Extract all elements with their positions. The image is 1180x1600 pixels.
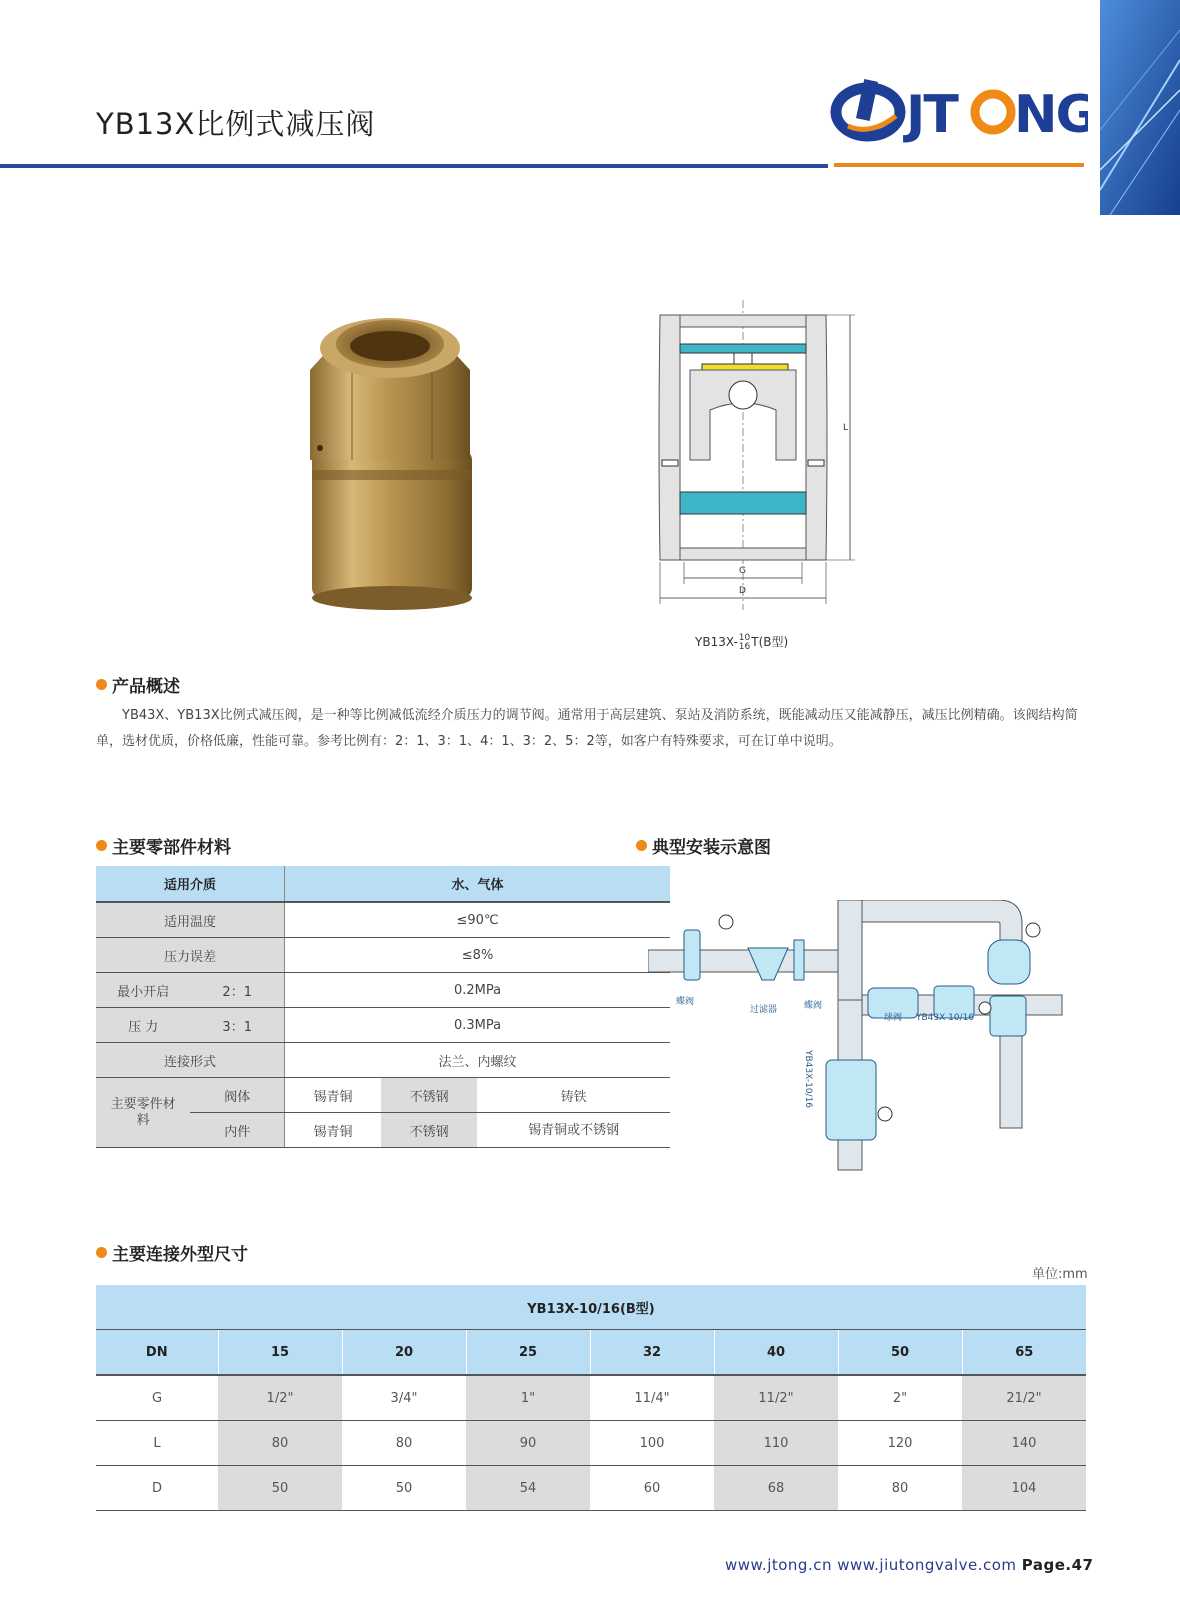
caption-top: 10 xyxy=(738,632,751,643)
table-row xyxy=(96,1043,670,1078)
install-heading-text: 典型安装示意图 xyxy=(652,838,771,858)
overview-heading xyxy=(96,672,180,697)
table-row xyxy=(96,866,670,902)
label-butterfly-valve-2: 蝶阀 xyxy=(804,1001,823,1011)
unit-label: 单位:mm xyxy=(1032,1267,1088,1282)
footer-urls[interactable]: www.jtong.cn www.jiutongvalve.com xyxy=(725,1556,1017,1574)
table-row xyxy=(96,1008,670,1043)
install-heading xyxy=(636,833,771,858)
medium-value: 水、气体 xyxy=(285,866,670,902)
temp-value: ≤90℃ xyxy=(285,902,670,938)
table-cell: 50 xyxy=(218,1466,342,1511)
svg-text:NG: NG xyxy=(1014,85,1088,145)
dimension-g-label: G xyxy=(739,566,746,576)
error-value: ≤8% xyxy=(285,938,670,973)
column-header: 40 xyxy=(714,1330,838,1376)
medium-label: 适用介质 xyxy=(96,866,285,902)
label-valve-model-1: YB43X-10/16 xyxy=(916,1013,975,1023)
table-cell: 11/2" xyxy=(714,1375,838,1421)
table-header-row xyxy=(96,1330,1086,1376)
column-header: 15 xyxy=(218,1330,342,1376)
table-cell: 11/4" xyxy=(590,1375,714,1421)
body-material-1: 锡青铜 xyxy=(285,1078,381,1113)
materials-heading-text: 主要零部件材料 xyxy=(112,838,231,858)
connection-label: 连接形式 xyxy=(96,1043,285,1078)
table-row xyxy=(96,1466,1086,1511)
bullet-dot-icon xyxy=(96,1247,107,1258)
body-material-2: 不锈钢 xyxy=(381,1078,477,1113)
caption-bottom: 16 xyxy=(738,641,751,652)
table-cell: 80 xyxy=(342,1421,466,1466)
parts-label: 主要零件材料 xyxy=(96,1078,190,1148)
inner-material-1: 锡青铜 xyxy=(285,1113,381,1148)
pressure-label: 压 力 xyxy=(96,1008,190,1043)
inner-material-2: 不锈钢 xyxy=(381,1113,477,1148)
min-open-value: 0.2MPa xyxy=(285,973,670,1008)
column-header: DN xyxy=(96,1330,218,1376)
label-butterfly-valve: 蝶阀 xyxy=(676,997,695,1007)
table-cell: 90 xyxy=(466,1421,590,1466)
dimension-l-label: L xyxy=(843,423,849,433)
table-cell: 68 xyxy=(714,1466,838,1511)
materials-table xyxy=(96,866,670,1148)
min-open-ratio: 2：1 xyxy=(190,973,284,1008)
table-cell: 80 xyxy=(218,1421,342,1466)
table-row xyxy=(96,1375,1086,1421)
table-cell: 50 xyxy=(342,1466,466,1511)
dimensions-heading-text: 主要连接外型尺寸 xyxy=(112,1245,248,1265)
table-cell: 140 xyxy=(962,1421,1086,1466)
connection-value: 法兰、内螺纹 xyxy=(285,1043,670,1078)
table-cell: 1" xyxy=(466,1375,590,1421)
caption-prefix: YB13X- xyxy=(695,635,738,649)
error-label: 压力误差 xyxy=(96,938,285,973)
svg-text:JT: JT xyxy=(906,85,957,145)
bullet-dot-icon xyxy=(636,840,647,851)
table-caption-row xyxy=(96,1285,1086,1330)
dimension-d-label: D xyxy=(739,586,746,596)
table-row xyxy=(96,1078,670,1113)
overview-text: YB43X、YB13X比例式减压阀，是一种等比例减低流经介质压力的调节阀。通常用于高层建筑、泵站及消防系统，既能减动压又能减静压，减压比例精确。该阀结构简单，选材优质，价格低廉，性能可靠。参考比例有：2：1、3：1、4：1、3：2、5：2等，如客户有特殊要求，可在订单中说明。 xyxy=(96,708,1078,749)
dimensions-table xyxy=(96,1285,1086,1511)
column-header: 65 xyxy=(962,1330,1086,1376)
table-cell: 100 xyxy=(590,1421,714,1466)
bullet-dot-icon xyxy=(96,679,107,690)
company-logo xyxy=(830,74,1088,148)
table-row xyxy=(96,973,670,1008)
product-photo xyxy=(300,300,510,620)
temp-label: 适用温度 xyxy=(96,902,285,938)
logo-underline xyxy=(834,163,1084,167)
body-label: 阀体 xyxy=(190,1078,284,1113)
overview-heading-text: 产品概述 xyxy=(112,677,180,697)
dimensions-heading xyxy=(96,1240,248,1265)
pressure-ratio: 3：1 xyxy=(190,1008,284,1043)
column-header: 20 xyxy=(342,1330,466,1376)
table-cell: 21/2" xyxy=(962,1375,1086,1421)
materials-heading xyxy=(96,833,231,858)
pressure-value: 0.3MPa xyxy=(285,1008,670,1043)
table-cell: 110 xyxy=(714,1421,838,1466)
column-header: 50 xyxy=(838,1330,962,1376)
table-cell: 120 xyxy=(838,1421,962,1466)
inner-label: 内件 xyxy=(190,1113,284,1148)
row-label: D xyxy=(96,1466,218,1511)
drawing-caption xyxy=(695,633,788,652)
bullet-dot-icon xyxy=(96,840,107,851)
label-filter: 过滤器 xyxy=(750,1005,778,1015)
table-cell: 2" xyxy=(838,1375,962,1421)
caption-suffix: T(B型) xyxy=(751,635,789,649)
label-valve-model-2: YB43X-10/16 xyxy=(803,1050,813,1109)
caption-fraction xyxy=(739,634,750,652)
table-cell: 1/2" xyxy=(218,1375,342,1421)
body-material-3: 铸铁 xyxy=(477,1078,670,1113)
install-diagram xyxy=(648,900,1068,1178)
table-row xyxy=(96,938,670,973)
column-header: 25 xyxy=(466,1330,590,1376)
table-cell: 60 xyxy=(590,1466,714,1511)
min-open-label: 最小开启 xyxy=(96,973,190,1008)
logo-mark-icon xyxy=(830,74,1088,148)
footer xyxy=(725,1556,1094,1574)
row-label: L xyxy=(96,1421,218,1466)
column-header: 32 xyxy=(590,1330,714,1376)
row-label: G xyxy=(96,1375,218,1421)
table-cell: 54 xyxy=(466,1466,590,1511)
corner-decoration xyxy=(1100,0,1180,215)
header-rule xyxy=(0,164,828,168)
page-title: YB13X比例式减压阀 xyxy=(96,107,376,141)
section-drawing xyxy=(650,300,880,640)
table-caption: YB13X-10/16(B型) xyxy=(96,1285,1086,1330)
page-number: Page.47 xyxy=(1021,1556,1094,1574)
table-row xyxy=(96,902,670,938)
table-cell: 3/4" xyxy=(342,1375,466,1421)
table-cell: 104 xyxy=(962,1466,1086,1511)
table-row xyxy=(96,1421,1086,1466)
inner-material-3: 锡青铜或不锈钢 xyxy=(477,1113,670,1148)
table-cell: 80 xyxy=(838,1466,962,1511)
label-ball-valve: 球阀 xyxy=(884,1013,903,1023)
